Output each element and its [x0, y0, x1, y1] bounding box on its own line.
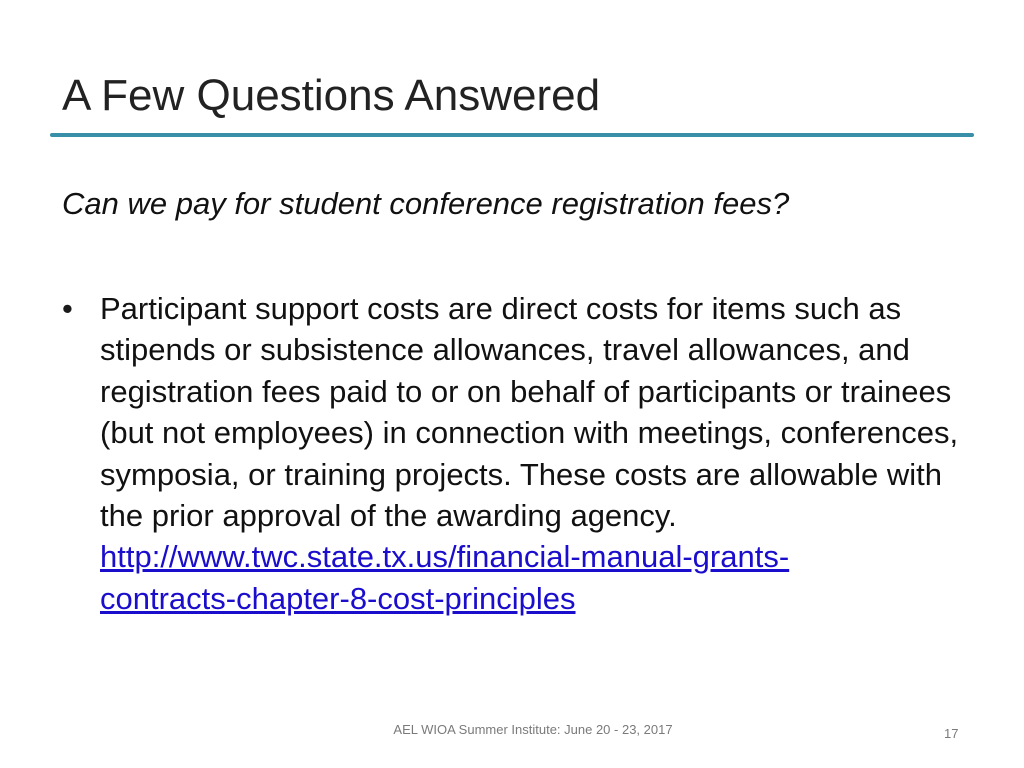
bullet-paragraph: Participant support costs are direct costs for items such as stipends or subsistence allowances, travel allowances, and registration fees paid to or on behalf of participants or trainees (but not employees) in connection with meetings, conferences, symposia, or training projects. These costs are allowable with the prior approval of the awarding agency. — [100, 291, 959, 534]
slide-footer: AEL WIOA Summer Institute: June 20 - 23, 2017 — [393, 722, 673, 737]
question-heading: Can we pay for student conference registration fees? — [62, 186, 790, 221]
bullet-marker: • — [62, 291, 73, 326]
source-link-continued[interactable] — [100, 578, 972, 619]
bullet-content — [100, 288, 972, 619]
source-link[interactable] — [100, 536, 972, 577]
source-link-line-2[interactable]: contracts-chapter-8-cost-principles — [100, 580, 576, 616]
page-number: 17 — [944, 726, 959, 741]
source-link-line-1[interactable]: http://www.twc.state.tx.us/financial-manual-grants- — [100, 539, 790, 575]
slide-title: A Few Questions Answered — [62, 71, 601, 120]
title-divider — [50, 133, 974, 137]
